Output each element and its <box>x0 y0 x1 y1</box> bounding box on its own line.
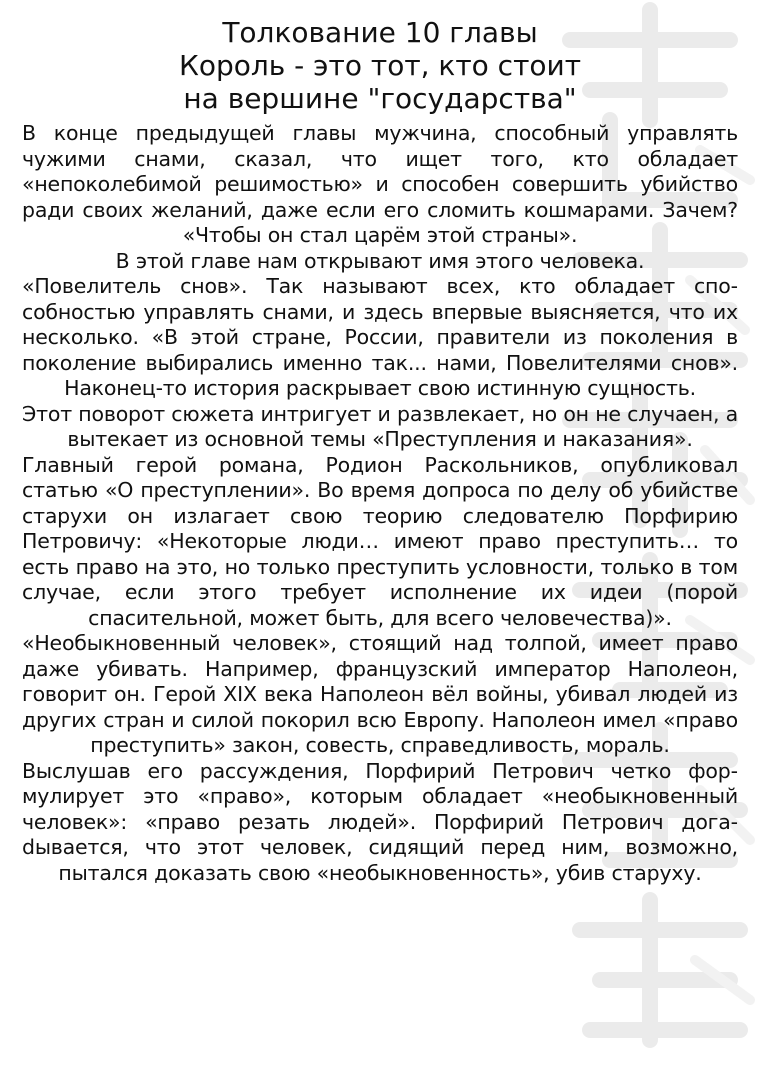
paragraph-plot-twist: Этот поворот сюжета интригует и развлекает, но он не случаен, а вытекает из основной темы «Преступления и наказания». <box>22 401 738 451</box>
paragraph-intro: В конце предыдущей главы мужчина, способный управлять чужими снами, сказал, что ищет того, кто обладает «непоколебимой решимостью» и способен совершить убийство ради своих желаний, даже если его сломить кошмарами. Зачем? «Чтобы он стал царём этой страны». <box>22 121 738 247</box>
title-line-2: Король - это тот, кто стоит <box>178 49 582 82</box>
page-content <box>22 16 738 886</box>
title-line-3: на вершине "государства" <box>183 82 577 115</box>
paragraph-name-reveal: В этой главе нам открывают имя этого человека. <box>115 248 645 273</box>
paragraph-napoleon: «Необыкновенный человек», стоящий над толпой, имеет право даже убивать. Например, французский император Наполеон, говорит он. Герой XIX века Наполеон вёл войны, убивал людей из других стран и силой покорил всю Европу. Наполеон имел «право преступить» закон, совесть, справедливость, мораль. <box>22 631 738 757</box>
paragraph-raskolnikov: Главный герой романа, Родион Раскольников, опубликовал статью «О преступлении». Во время допроса по делу об убийстве старухи он излагает свою теорию следователю Порфирию Петровичу: «Некоторые люди… имеют право преступить… то есть право на это, но только преступить условности, только в том случае, если этого требует исполнение их идеи (порой спасительной, может быть, для всего человечества)». <box>22 452 738 630</box>
page-title <box>22 16 738 115</box>
paragraph-porfiry: Выслушав его рассуждения, Порфирий Петрович четко формулирует это «право», которым обладает «необыкновенный человек»: «право резать людей». Порфирий Петрович догаdывается, что этот человек, сидящий перед ним, возможно, пытался доказать свою «необыкновенность», убив старуху. <box>22 758 738 885</box>
article-body <box>22 121 738 886</box>
paragraph-dream-lords: «Повелитель снов». Так называют всех, кто обладает способностью управлять снами, и здесь впервые выясняется, что их несколько. «В этой стране, России, правители из поколения в поколение выбирались именно так... нами, Повелителями снов». Наконец-то история раскрывает свою истинную сущность. <box>22 274 738 400</box>
title-line-1: Толкование 10 главы <box>222 16 538 49</box>
